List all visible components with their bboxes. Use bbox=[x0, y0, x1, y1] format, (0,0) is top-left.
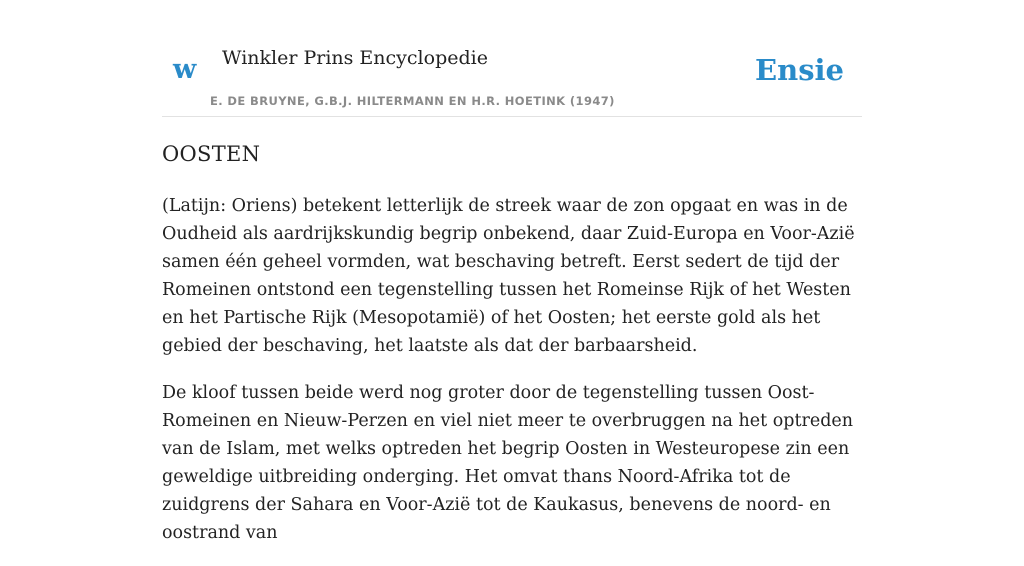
article-paragraph: De kloof tussen beide werd nog groter door de tegenstelling tussen Oost-Romeinen en Nieuw-Perzen en viel niet meer te overbruggen na het optreden van de Islam, met welks optreden het begrip Oosten in Westeuropese zin een geweldige uitbreiding onderging. Het omvat thans Noord-Afrika tot de zuidgrens der Sahara en Voor-Azië tot de Kaukasus, benevens de noord- en oostrand van bbox=[162, 383, 854, 543]
site-header bbox=[162, 0, 862, 117]
article-paragraph: (Latijn: Oriens) betekent letterlijk de streek waar de zon opgaat en was in de Oudheid als aardrijkskundig begrip onbekend, daar Zuid-Europa en Voor-Azië samen één geheel vormden, wat beschaving betreft. Eerst sedert de tijd der Romeinen ontstond een tegenstelling tussen het Romeinse Rijk of het Westen en het Partische Rijk (Mesopotamië) of het Oosten; het eerste gold als het gebied der beschaving, het laatste als dat der barbaarsheid. bbox=[162, 196, 855, 356]
article-body bbox=[162, 192, 862, 566]
ensie-brand-logo[interactable]: Ensie bbox=[755, 53, 844, 87]
encyclopedie-logo-icon[interactable]: w bbox=[173, 54, 197, 85]
article-title: OOSTEN bbox=[162, 142, 261, 166]
site-title[interactable]: Winkler Prins Encyclopedie bbox=[222, 47, 488, 69]
authors-line: E. DE BRUYNE, G.B.J. HILTERMANN EN H.R. HOETINK (1947) bbox=[210, 94, 615, 108]
